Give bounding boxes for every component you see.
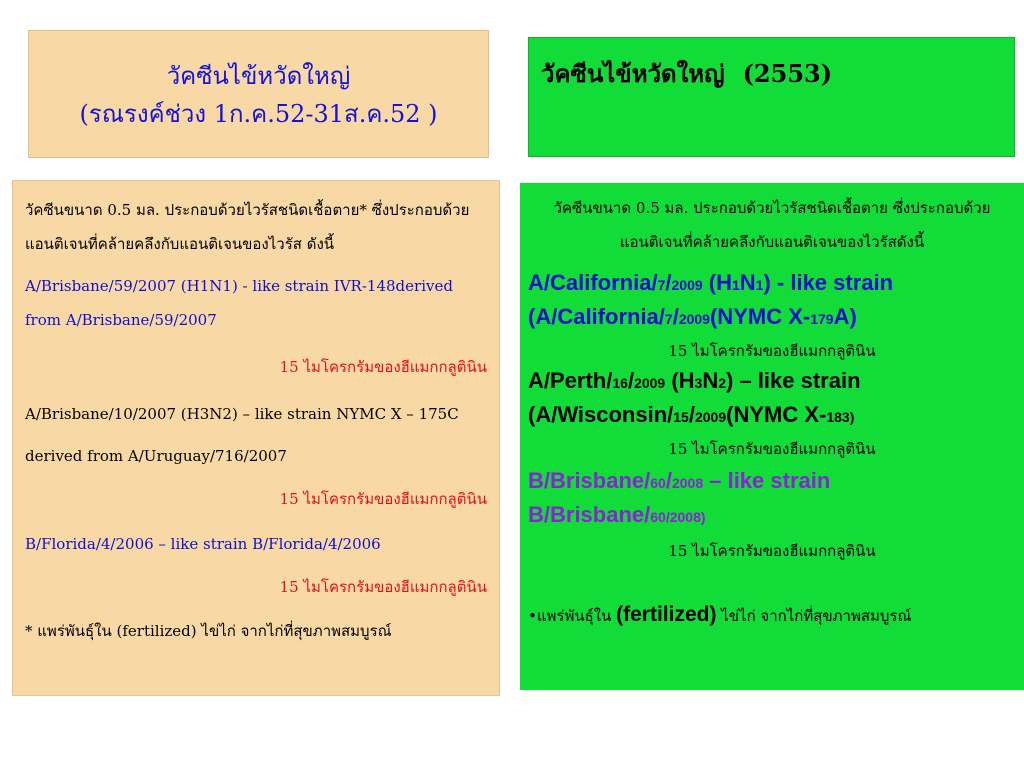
left-content-box	[12, 180, 500, 696]
right-strain-3b: B/Brisbane/60/2008)	[528, 502, 706, 527]
right-dose-2: 15 ไมโครกรัมของฮีแมกกลูตินิน	[668, 440, 876, 458]
right-content-box	[520, 183, 1024, 690]
right-footnote: •แพร่พันธุ์ใน (fertilized) ไข่ไก่ จากไก่ที่สุขภาพสมบูรณ์	[528, 603, 912, 626]
left-strain-1: A/Brisbane/59/2007 (H1N1) - like strain IVR-148derived from A/Brisbane/59/2007	[25, 277, 453, 329]
right-strain-3: B/Brisbane/60/2008 – like strain	[528, 468, 831, 493]
right-strain-1b: (A/California/7/2009(NYMC X-179A)	[528, 304, 857, 329]
right-title-year: (2553)	[742, 59, 833, 88]
left-strain-2b: derived from A/Uruguay/716/2007	[25, 447, 287, 465]
right-dose-3: 15 ไมโครกรัมของฮีแมกกลูตินิน	[668, 542, 876, 560]
right-dose-1: 15 ไมโครกรัมของฮีแมกกลูตินิน	[668, 342, 876, 360]
left-dose-3: 15 ไมโครกรัมของฮีแมกกลูตินิน	[279, 578, 487, 596]
left-title-line1: วัคซีนไข้หวัดใหญ่	[166, 62, 351, 90]
left-dose-2: 15 ไมโครกรัมของฮีแมกกลูตินิน	[279, 490, 487, 508]
left-strain-3: B/Florida/4/2006 – like strain B/Florida/4/2006	[25, 535, 381, 553]
left-footnote: * แพร่พันธุ์ใน (fertilized) ไข่ไก่ จากไก่ที่สุขภาพสมบูรณ์	[25, 622, 392, 640]
right-strain-2: A/Perth/16/2009 (H3N2) – like strain	[528, 368, 861, 393]
right-strain-2b: (A/Wisconsin/15/2009(NYMC X-183)	[528, 402, 855, 427]
left-title-line2: (รณรงค์ช่วง 1ก.ค.52-31ส.ค.52 )	[79, 100, 438, 128]
right-title-text: วัคซีนไข้หวัดใหญ่	[541, 59, 725, 88]
right-strain-1: A/California/7/2009 (H1N1) - like strain	[528, 270, 894, 295]
left-strain-2a: A/Brisbane/10/2007 (H3N2) – like strain NYMC X – 175C	[25, 405, 459, 423]
right-title-box	[528, 37, 1015, 157]
right-intro: วัคซีนขนาด 0.5 มล. ประกอบด้วยไวรัสชนิดเชื้อตาย ซึ่งประกอบด้วยแอนติเจนที่คล้ายคลึงกับแอนติเจนของไวรัสดังนี้	[553, 199, 991, 251]
left-title-box	[28, 30, 489, 158]
left-intro: วัคซีนขนาด 0.5 มล. ประกอบด้วยไวรัสชนิดเชื้อตาย* ซึ่งประกอบด้วย แอนติเจนที่คล้ายคลึงกับแอนติเจนของไวรัส ดังนี้	[25, 201, 470, 253]
left-dose-1: 15 ไมโครกรัมของฮีแมกกลูตินิน	[279, 358, 487, 376]
